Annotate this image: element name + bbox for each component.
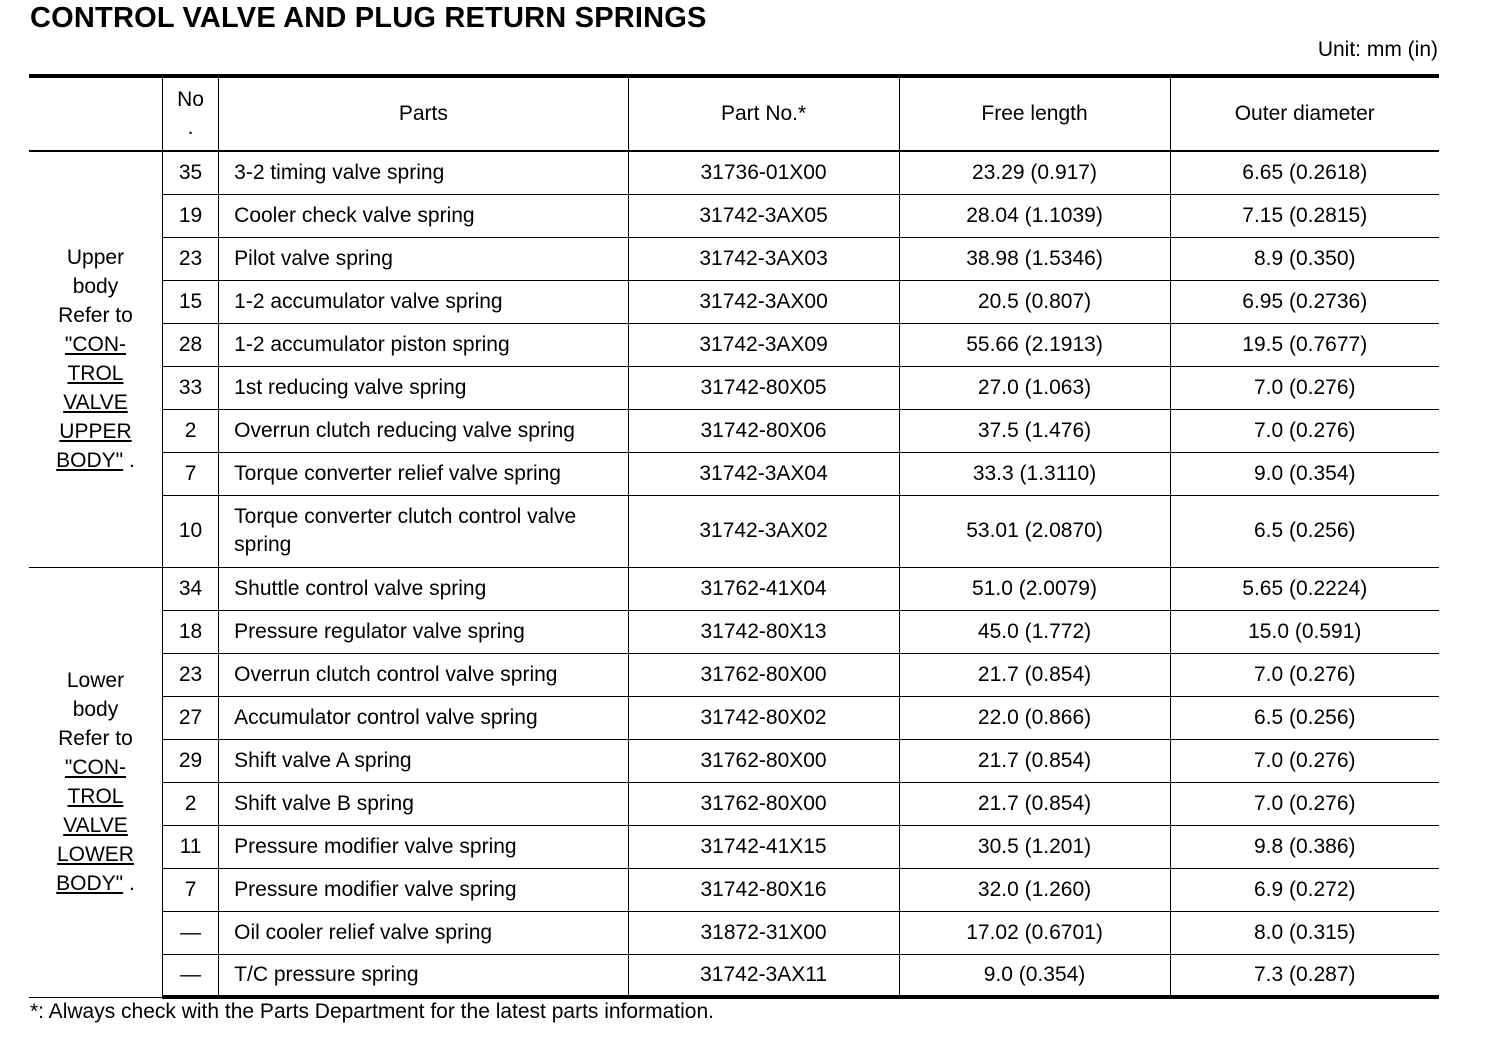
group-lower-link-line	[29, 869, 162, 898]
control-valve-lower-body-link[interactable]: BODY"	[56, 872, 124, 895]
table-row	[29, 409, 1439, 452]
cell-outer-diameter: 6.65 (0.2618)	[1170, 151, 1439, 194]
cell-part-no: 31742-80X06	[628, 409, 899, 452]
control-valve-lower-body-link[interactable]: LOWER	[56, 843, 134, 866]
header-row	[29, 76, 1439, 151]
cell-part-no: 31872-31X00	[628, 911, 899, 954]
cell-part: Torque converter relief valve spring	[219, 452, 628, 495]
footnote: *: Always check with the Parts Department for the latest parts information.	[30, 1000, 714, 1023]
cell-part: Torque converter clutch control valve spring	[219, 495, 628, 567]
table-row	[29, 825, 1439, 868]
cell-outer-diameter: 6.5 (0.256)	[1170, 696, 1439, 739]
cell-free-length: 30.5 (1.201)	[899, 825, 1170, 868]
cell-outer-diameter: 8.9 (0.350)	[1170, 237, 1439, 280]
cell-part-no: 31762-80X00	[628, 782, 899, 825]
cell-no: —	[162, 911, 218, 954]
table-row	[29, 868, 1439, 911]
cell-no: 19	[162, 194, 218, 237]
cell-free-length: 32.0 (1.260)	[899, 868, 1170, 911]
page-title: CONTROL VALVE AND PLUG RETURN SPRINGS	[30, 2, 707, 34]
cell-free-length: 33.3 (1.3110)	[899, 452, 1170, 495]
table-row	[29, 151, 1439, 194]
group-upper	[29, 151, 162, 567]
cell-part-no: 31762-80X00	[628, 739, 899, 782]
cell-no: 15	[162, 280, 218, 323]
table-row	[29, 237, 1439, 280]
cell-outer-diameter: 5.65 (0.2224)	[1170, 567, 1439, 610]
cell-part: Pressure modifier valve spring	[219, 868, 628, 911]
cell-part: Shift valve B spring	[219, 782, 628, 825]
cell-free-length: 21.7 (0.854)	[899, 782, 1170, 825]
cell-free-length: 45.0 (1.772)	[899, 610, 1170, 653]
cell-part-no: 31742-80X02	[628, 696, 899, 739]
cell-no: 10	[162, 495, 218, 567]
header-outer-diameter: Outer diameter	[1170, 76, 1439, 151]
cell-free-length: 37.5 (1.476)	[899, 409, 1170, 452]
cell-outer-diameter: 7.15 (0.2815)	[1170, 194, 1439, 237]
cell-outer-diameter: 7.0 (0.276)	[1170, 739, 1439, 782]
cell-outer-diameter: 7.0 (0.276)	[1170, 409, 1439, 452]
group-upper-link-tail: .	[123, 449, 135, 473]
table-row	[29, 782, 1439, 825]
group-upper-link-line	[29, 417, 162, 446]
table-row	[29, 567, 1439, 610]
group-upper-link-line	[29, 446, 162, 475]
header-part-no: Part No.*	[628, 76, 899, 151]
cell-outer-diameter: 6.9 (0.272)	[1170, 868, 1439, 911]
cell-free-length: 51.0 (2.0079)	[899, 567, 1170, 610]
cell-part: Overrun clutch control valve spring	[219, 653, 628, 696]
cell-no: 2	[162, 782, 218, 825]
cell-part-no: 31742-3AX05	[628, 194, 899, 237]
cell-no: 2	[162, 409, 218, 452]
cell-part-no: 31742-3AX00	[628, 280, 899, 323]
cell-outer-diameter: 6.5 (0.256)	[1170, 495, 1439, 567]
cell-part: Accumulator control valve spring	[219, 696, 628, 739]
cell-outer-diameter: 7.3 (0.287)	[1170, 954, 1439, 997]
table-row	[29, 610, 1439, 653]
cell-part: Cooler check valve spring	[219, 194, 628, 237]
control-valve-lower-body-link[interactable]: "CON-	[64, 756, 127, 779]
cell-part-no: 31742-80X16	[628, 868, 899, 911]
cell-no: 18	[162, 610, 218, 653]
header-no-line2: .	[187, 116, 194, 139]
group-upper-line2: body	[72, 275, 119, 299]
group-upper-link-line	[29, 359, 162, 388]
table-row	[29, 323, 1439, 366]
table-row	[29, 911, 1439, 954]
cell-part-no: 31742-3AX09	[628, 323, 899, 366]
header-no-line1: No	[177, 88, 204, 111]
cell-part: 1-2 accumulator valve spring	[219, 280, 628, 323]
control-valve-upper-body-link[interactable]: VALVE	[63, 391, 128, 415]
cell-part: Oil cooler relief valve spring	[219, 911, 628, 954]
group-upper-link-line	[29, 330, 162, 359]
cell-outer-diameter: 8.0 (0.315)	[1170, 911, 1439, 954]
spring-spec-table	[29, 74, 1439, 999]
cell-part: 1st reducing valve spring	[219, 366, 628, 409]
header-free-length: Free length	[899, 76, 1170, 151]
cell-part: Pressure regulator valve spring	[219, 610, 628, 653]
table-row	[29, 366, 1439, 409]
cell-outer-diameter: 7.0 (0.276)	[1170, 653, 1439, 696]
table-row	[29, 194, 1439, 237]
group-upper-line3: Refer to	[58, 304, 133, 328]
control-valve-upper-body-link[interactable]: "CON-	[64, 333, 127, 357]
cell-part: 3-2 timing valve spring	[219, 151, 628, 194]
group-lower-link-tail: .	[123, 872, 135, 895]
group-lower-link-line	[29, 782, 162, 811]
control-valve-lower-body-link[interactable]: TROL	[67, 785, 124, 808]
cell-free-length: 28.04 (1.1039)	[899, 194, 1170, 237]
cell-free-length: 20.5 (0.807)	[899, 280, 1170, 323]
cell-part: Pressure modifier valve spring	[219, 825, 628, 868]
cell-free-length: 22.0 (0.866)	[899, 696, 1170, 739]
cell-part-no: 31736-01X00	[628, 151, 899, 194]
cell-outer-diameter: 6.95 (0.2736)	[1170, 280, 1439, 323]
cell-part-no: 31742-80X05	[628, 366, 899, 409]
cell-outer-diameter: 15.0 (0.591)	[1170, 610, 1439, 653]
cell-free-length: 55.66 (2.1913)	[899, 323, 1170, 366]
cell-part-no: 31742-41X15	[628, 825, 899, 868]
cell-no: 7	[162, 868, 218, 911]
cell-free-length: 23.29 (0.917)	[899, 151, 1170, 194]
cell-free-length: 17.02 (0.6701)	[899, 911, 1170, 954]
cell-no: 11	[162, 825, 218, 868]
cell-part: Overrun clutch reducing valve spring	[219, 409, 628, 452]
header-parts: Parts	[219, 76, 628, 151]
cell-free-length: 27.0 (1.063)	[899, 366, 1170, 409]
group-lower-link-line	[29, 753, 162, 782]
cell-free-length: 38.98 (1.5346)	[899, 237, 1170, 280]
cell-outer-diameter: 9.0 (0.354)	[1170, 452, 1439, 495]
table-row	[29, 739, 1439, 782]
cell-part-no: 31742-3AX04	[628, 452, 899, 495]
cell-free-length: 21.7 (0.854)	[899, 739, 1170, 782]
cell-free-length: 9.0 (0.354)	[899, 954, 1170, 997]
control-valve-upper-body-link[interactable]: UPPER	[59, 420, 132, 444]
group-upper-link-line	[29, 388, 162, 417]
cell-outer-diameter: 19.5 (0.7677)	[1170, 323, 1439, 366]
table-row	[29, 653, 1439, 696]
cell-part-no: 31742-3AX11	[628, 954, 899, 997]
cell-part: 1-2 accumulator piston spring	[219, 323, 628, 366]
cell-no: 29	[162, 739, 218, 782]
unit-label: Unit: mm (in)	[1317, 38, 1438, 61]
group-lower	[29, 567, 162, 997]
group-lower-line1: Lower	[66, 669, 125, 692]
group-lower-line3: Refer to	[58, 727, 133, 750]
cell-part: T/C pressure spring	[219, 954, 628, 997]
cell-part: Shuttle control valve spring	[219, 567, 628, 610]
cell-free-length: 53.01 (2.0870)	[899, 495, 1170, 567]
cell-part-no: 31762-41X04	[628, 567, 899, 610]
cell-outer-diameter: 7.0 (0.276)	[1170, 366, 1439, 409]
cell-no: 23	[162, 653, 218, 696]
group-lower-line2: body	[72, 698, 119, 721]
cell-part-no: 31742-3AX02	[628, 495, 899, 567]
control-valve-upper-body-link[interactable]: BODY"	[56, 449, 124, 473]
cell-no: 27	[162, 696, 218, 739]
header-no	[162, 76, 218, 151]
group-lower-link-line	[29, 811, 162, 840]
cell-part: Shift valve A spring	[219, 739, 628, 782]
cell-no: 33	[162, 366, 218, 409]
cell-free-length: 21.7 (0.854)	[899, 653, 1170, 696]
cell-no: 7	[162, 452, 218, 495]
cell-no: 34	[162, 567, 218, 610]
cell-no: —	[162, 954, 218, 997]
table-row	[29, 495, 1439, 567]
table-row	[29, 696, 1439, 739]
group-upper-line1: Upper	[66, 246, 125, 270]
cell-part: Pilot valve spring	[219, 237, 628, 280]
cell-no: 23	[162, 237, 218, 280]
table-row	[29, 280, 1439, 323]
cell-no: 28	[162, 323, 218, 366]
table-row	[29, 452, 1439, 495]
cell-part-no: 31742-80X13	[628, 610, 899, 653]
cell-part-no: 31742-3AX03	[628, 237, 899, 280]
table-row	[29, 954, 1439, 997]
cell-outer-diameter: 9.8 (0.386)	[1170, 825, 1439, 868]
control-valve-upper-body-link[interactable]: TROL	[67, 362, 124, 386]
group-lower-link-line	[29, 840, 162, 869]
header-group	[29, 76, 162, 151]
cell-part-no: 31762-80X00	[628, 653, 899, 696]
control-valve-lower-body-link[interactable]: VALVE	[63, 814, 128, 837]
cell-no: 35	[162, 151, 218, 194]
cell-outer-diameter: 7.0 (0.276)	[1170, 782, 1439, 825]
